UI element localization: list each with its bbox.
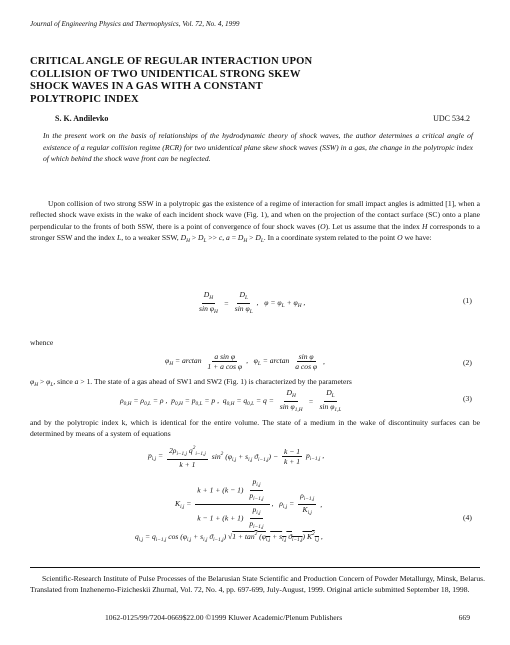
equation-4a: $p_{i,j}$ = $\frac{2\rho_{i-1,j} q^2_{i-1,j}}{k + 1}$ $\sin^2 (\varphi_{i,j} + s_{i,j}$ $ϑ_{i-1,j}$) − $\frac{k - 1}{k + 1}$ $p_{i-1,j}$ , <box>148 445 325 469</box>
copyright-line: 1062-0125/99/7204-0669$22.00 ©1999 Kluwer Academic/Plenum Publishers <box>105 613 343 622</box>
equation-3-number: (3) <box>463 394 472 403</box>
udc-code: UDC 534.2 <box>433 114 470 123</box>
article-title: CRITICAL ANGLE OF REGULAR INTERACTION UPON COLLISION OF TWO UNIDENTICAL STRONG SKEW SHOCK WAVES IN A GAS WITH A CONSTANT POLYTROPIC INDEX <box>30 56 313 105</box>
equation-4-number: (4) <box>463 513 472 522</box>
equation-2: $\varphi_H = \arctan$ $\frac{\text{a sin φ}}{\text{1 + a cos φ}}$ , $\varphi_L = \arctan$ $\frac{\text{sin φ}}{\text{a cos φ}}$ , <box>165 352 325 371</box>
footnote: Scientific-Research Institute of Pulse Processes of the Belarusian State Scientific and Production Concern of Powder Metallurgy, Minsk, Belarus. Translated from Inzhenerno-Fizicheskii Zhurnal, Vol. 72, No. 4, pp. 697-699, July-August, 1999. Original article submitted September 18, 1998. <box>30 574 485 595</box>
equation-3: $\rho_{0,H} = \rho_{0,L} = \rho$ , $p_{0,H} = p_{0,L} = p$ , $q_{0,H} = q_{0,L} = q$ = $\frac{D_H}{\sin \varphi_{1,H}}$ = $\frac{D_L}{\sin \varphi_{1,L}}$ <box>120 388 342 413</box>
body-paragraph-3: and by the polytropic index k, which is identical for the entire volume. The state of a medium in the wake of discontinuity surfaces can be determined by means of a system of equations <box>30 418 480 439</box>
equation-4b: $K_{i,j}$ = k + 1 + (k − 1) $\frac{p_{i,j}}{p_{i-1,j}}$ k − 1 + (k + 1) $\frac{p_{i,j}}{p_{i-1,j}}$ , $\rho_{i,j}$ = $\frac{\rho_{i-1,j}}{K_{i,j}}$ , <box>175 477 323 530</box>
body-paragraph-1: Upon collision of two strong SSW in a polytropic gas the existence of a regime of interaction for small impact angles is admitted [1], when a reflected shock wave exists in the wake of each incident shock wave (Fig. 1), and when on the projection of the contact surface (SC) onto a plane perpendicular to the fronts of both SSW, there is a point of convergence of four shock waves (O). Let us assume that the index H corresponds to a stronger SSW and the index L, to a weaker SSW, $D_H > D_L >> c$, $a = D_H > D_L$. In a coordinate system related to the point O we have: <box>30 199 480 244</box>
author-name: S. K. Andilevko <box>55 114 109 123</box>
body-paragraph-2: $\varphi_H > \varphi_L$, since a > 1. The state of a gas ahead of SW1 and SW2 (Fig. 1) is characterized by the parameters <box>30 377 352 388</box>
equation-1: $\frac{D_H}{\sin \varphi_H}$ = $\frac{D_L}{\sin \varphi_L}$ , $\varphi = \varphi_L + \varphi_H$ , <box>199 290 306 315</box>
equation-4c: $q_{i,j} = q_{i-1,j}$ $\cos (\varphi_{i,j} + s_{i,j}$ $ϑ_{i-1,j}$) $√1 + \tan^2 (\varphi_{i,j} + s_{i,j}$ $ϑ_{i-1,j}$) $K^2_{i,j}$ , <box>135 531 323 543</box>
equation-2-number: (2) <box>463 358 472 367</box>
equation-1-number: (1) <box>463 296 472 305</box>
journal-header: Journal of Engineering Physics and Thermophysics, Vol. 72, No. 4, 1999 <box>30 20 240 28</box>
abstract: In the present work on the basis of relationships of the hydrodynamic theory of shock waves, the author determines a critical angle of existence of a regular collision regime (RCR) for two unidentical plane skew shock waves (SSW) in a gas, the change in the polytropic index of which behind the shock wave front can be neglected. <box>43 131 473 164</box>
footnote-divider <box>30 567 480 568</box>
whence-text: whence <box>30 338 54 347</box>
page-number: 669 <box>458 613 470 622</box>
